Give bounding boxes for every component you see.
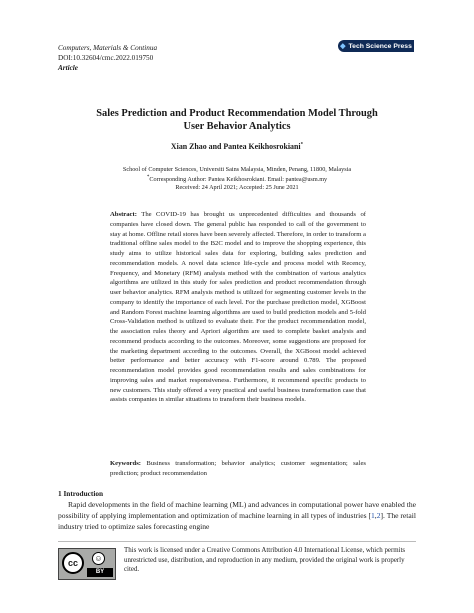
tech-science-press-logo-icon: ◆	[340, 43, 346, 50]
keywords-text: Business transformation; behavior analytics; customer segmentation; sales prediction; product recommendation	[110, 460, 366, 477]
section-heading: 1 Introduction	[58, 489, 104, 498]
author-mark: *	[300, 142, 304, 148]
footer-divider	[58, 541, 416, 542]
dates: Received: 24 April 2021; Accepted: 25 June 2021	[175, 184, 299, 192]
publisher-name: Tech Science Press	[348, 42, 412, 50]
abstract-text: The COVID-19 has brought us unprecedented difficulties and thousands of companies have closed down. The general public has responded to call of the government to stay at home. Offline retail stores have been severely affected. Therefore, in order to transform a traditional offline sales model to the B2C model and to improve the shopping experience, this study aims to utilize historical sales data for exploring, building sales prediction and recommendation models. A novel data science life-cycle and process model with Recency, Frequency, and Monetary (RFM) analysis method with the combination of various analytics algorithms are utilized in this study for sales prediction and product recommendation through user behavior analytics. RFM analysis method is utilized for segmenting customer levels in the company to identify the importance of each level. For the purchase prediction model, XGBoost and Random Forest machine learning algorithms are used to build prediction models and 5-fold Cross-Validation method is utilized to evaluate their. For the product recommendation model, the association rules theory and Apriori algorithm are used to complete basket analysis and recommend products according to the outcomes. Moreover, some suggestions are proposed for the marketing department according to the outcomes. Overall, the XGBoost model achieved better performance and better accuracy with F1-score around 0.789. The proposed recommendation model provides good recommendation results and sales combinations for improving sales and market responsiveness. Furthermore, it recommend specific products to new customers. This study offered a very practical and useful business transformation case that assists companies in similar situations to transform their business models.	[110, 211, 366, 404]
keywords	[110, 459, 366, 478]
abstract-label: Abstract:	[110, 211, 137, 218]
paper-title	[60, 108, 414, 133]
affiliation: School of Computer Sciences, Universiti Sains Malaysia, Minden, Penang, 11800, Malaysia	[122, 166, 352, 173]
citation-link-1[interactable]: 1	[371, 510, 375, 520]
title-line-1: Sales Prediction and Product Recommendation Model Through	[96, 108, 378, 119]
corresponding-author	[60, 174, 414, 184]
attribution-person-icon: ☺	[92, 552, 105, 565]
intro-text-2: ]. The retail industry tried to optimize sales forecasting engine	[58, 510, 416, 531]
cc-symbol: cc	[62, 552, 84, 574]
author-names: Xian Zhao and Pantea Keikhosrokiani	[170, 142, 301, 151]
article-type: Article	[58, 64, 78, 72]
publisher-logo	[338, 40, 414, 52]
license-text: This work is licensed under a Creative Commons Attribution 4.0 International License, which permits unrestricted use, distribution, and reproduction in any medium, provided the original work is properly cited.	[124, 547, 406, 574]
authors	[60, 142, 414, 151]
citation-sep: ,	[374, 510, 377, 520]
citation-link-2[interactable]: 2	[376, 510, 381, 520]
keywords-label: Keywords:	[110, 460, 141, 467]
cc-by-license-icon[interactable]	[58, 548, 116, 580]
intro-text-1: Rapid developments in the field of machine learning (ML) and advances in computational power have enabled the possibility of applying implementation and optimization of machine learning in all types of industries [	[58, 500, 416, 520]
corresponding-mark: *	[146, 175, 150, 181]
affiliation-block	[60, 166, 414, 193]
intro-paragraph	[58, 500, 416, 532]
journal-name: Computers, Materials & Continua	[58, 44, 158, 52]
doi: DOI:10.32604/cmc.2022.019750	[58, 54, 154, 62]
corresponding-text: Corresponding Author: Pantea Keikhosrokiani. Email: pantea@usm.my	[149, 176, 328, 184]
by-label: BY	[87, 568, 113, 577]
title-line-2: User Behavior Analytics	[183, 120, 291, 132]
abstract	[110, 210, 366, 405]
